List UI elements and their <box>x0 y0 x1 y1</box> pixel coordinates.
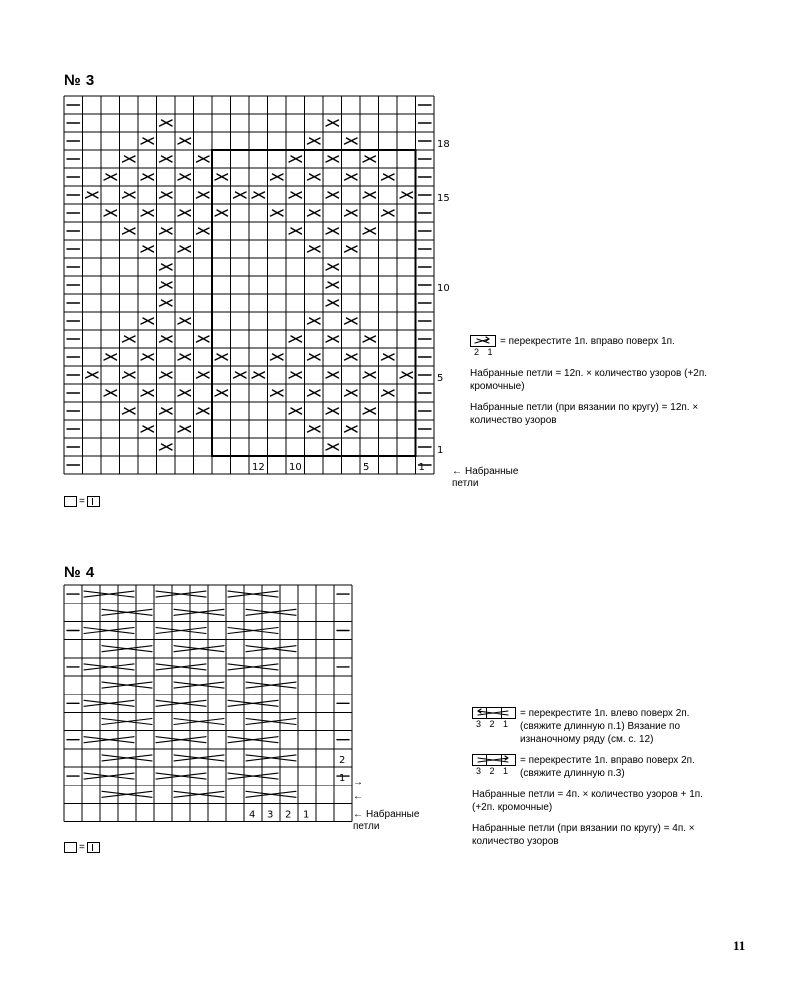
p3-row-number: 1 <box>437 445 444 456</box>
p4-cross-right-1-over-2-icon <box>174 719 224 725</box>
p3-cross-right-1-over-1-icon <box>123 408 136 414</box>
p3-cross-right-1-over-1-icon <box>141 390 154 396</box>
p3-cross-right-1-over-1-icon <box>308 354 321 360</box>
p3-cross-right-1-over-1-icon <box>308 318 321 324</box>
p3-cross-right-1-over-1-icon <box>197 372 210 378</box>
p4-cross-right-1-over-2-icon <box>174 646 224 652</box>
p3-cross-right-1-over-1-icon <box>160 228 173 234</box>
p3-cross-right-1-over-1-icon <box>326 300 339 306</box>
p3-row-number: 10 <box>437 283 450 294</box>
p3-cross-right-1-over-1-icon <box>289 372 302 378</box>
p3-cross-right-1-over-1-icon <box>326 336 339 342</box>
p3-cross-right-1-over-1-icon <box>215 174 228 180</box>
pattern-3-chart <box>64 96 454 492</box>
p4-cross-right-1-over-2-icon <box>102 609 152 615</box>
p4-cross-right-1-over-2-icon <box>102 682 152 688</box>
p3-cross-right-1-over-1-icon <box>197 192 210 198</box>
p3-cross-right-1-over-1-icon <box>104 354 117 360</box>
knit-stitch-icon <box>87 496 100 507</box>
p3-cross-right-1-over-1-icon <box>326 282 339 288</box>
p3-cross-right-1-over-1-icon <box>345 426 358 432</box>
p3-cross-right-1-over-1-icon <box>160 372 173 378</box>
p3-col-number: 10 <box>289 462 302 473</box>
p3-cross-right-1-over-1-icon <box>141 246 154 252</box>
p3-cross-right-1-over-1-icon <box>345 390 358 396</box>
p3-cross-right-1-over-1-icon <box>160 300 173 306</box>
p3-cross-right-1-over-1-icon <box>308 426 321 432</box>
p4-cross-left-1-over-2-icon <box>84 591 134 597</box>
p3-cross-right-1-over-1-icon <box>252 372 265 378</box>
p3-cross-right-1-over-1-icon <box>308 174 321 180</box>
p3-cross-right-1-over-1-icon <box>197 336 210 342</box>
p4-col-number: 1 <box>303 809 310 821</box>
p3-cross-right-1-over-1-icon <box>197 408 210 414</box>
p3-cross-right-1-over-1-icon <box>271 174 284 180</box>
p4-cross-right-1-over-2-icon <box>246 609 296 615</box>
p4-cross-left-1-over-2-icon <box>156 773 206 779</box>
pattern-4-symbol-2-text: = перекрестите 1п. вправо поверх 2п. (свяжите длинную п.3) <box>520 755 695 779</box>
p3-cross-right-1-over-1-icon <box>252 192 265 198</box>
p3-col-number: 5 <box>363 462 370 473</box>
p4-cross-right-1-over-2-icon <box>246 755 296 761</box>
p3-cross-right-1-over-1-icon <box>123 192 136 198</box>
pattern-4-symbol-2-nums: 3 2 1 <box>476 766 512 776</box>
pattern-3-symbol-row <box>470 335 720 359</box>
p3-cross-right-1-over-1-icon <box>345 318 358 324</box>
p3-cross-right-1-over-1-icon <box>141 426 154 432</box>
empty-cell-icon <box>64 842 77 853</box>
pattern-4-cast-on-label: ← Набранные петли <box>353 809 420 832</box>
pattern-4-symbol-2-row <box>472 754 727 780</box>
p4-cross-left-1-over-2-icon <box>84 773 134 779</box>
p3-cross-right-1-over-1-icon <box>363 408 376 414</box>
pattern-4-chart <box>64 585 364 835</box>
p3-cross-right-1-over-1-icon <box>289 228 302 234</box>
p4-cross-right-1-over-2-icon <box>174 755 224 761</box>
p4-cross-left-1-over-2-icon <box>156 628 206 634</box>
p3-cross-right-1-over-1-icon <box>197 156 210 162</box>
p3-cross-right-1-over-1-icon <box>160 282 173 288</box>
p4-cross-left-1-over-2-icon <box>156 664 206 670</box>
p3-cross-right-1-over-1-icon <box>215 390 228 396</box>
p4-cross-left-1-over-2-icon <box>228 700 278 706</box>
p3-cross-right-1-over-1-icon <box>382 354 395 360</box>
pattern-3-symbol-text: = перекрестите 1п. вправо поверх 1п. <box>500 336 675 347</box>
pattern-4-key: = <box>64 842 100 853</box>
pattern-3-legend <box>470 335 720 435</box>
p3-cross-right-1-over-1-icon <box>160 120 173 126</box>
p3-cross-right-1-over-1-icon <box>363 372 376 378</box>
p3-cross-right-1-over-1-icon <box>326 372 339 378</box>
p4-row-number: 2 <box>339 755 346 766</box>
row-1-arrow-icon: ← <box>353 791 363 802</box>
p3-cross-right-1-over-1-icon <box>197 228 210 234</box>
p4-cross-left-1-over-2-icon <box>228 737 278 743</box>
p3-cross-right-1-over-1-icon <box>345 138 358 144</box>
p3-cross-right-1-over-1-icon <box>215 354 228 360</box>
p3-cross-right-1-over-1-icon <box>271 390 284 396</box>
p4-cross-right-1-over-2-icon <box>102 719 152 725</box>
p4-cross-right-1-over-2-icon <box>174 609 224 615</box>
p3-cross-right-1-over-1-icon <box>123 372 136 378</box>
pattern-4-cast-on: Набранные петли = 4п. × количество узоров + 1п. (+2п. кромочные) <box>472 789 703 813</box>
p3-row-number: 5 <box>437 373 444 384</box>
p3-cross-right-1-over-1-icon <box>382 210 395 216</box>
p3-cross-right-1-over-1-icon <box>178 390 191 396</box>
p4-cross-left-1-over-2-icon <box>156 700 206 706</box>
p4-cross-left-1-over-2-icon <box>228 664 278 670</box>
p3-cross-right-1-over-1-icon <box>382 174 395 180</box>
p3-cross-right-1-over-1-icon <box>234 192 247 198</box>
p3-cross-right-1-over-1-icon <box>141 354 154 360</box>
p4-cross-right-1-over-2-icon <box>246 791 296 797</box>
p3-cross-right-1-over-1-icon <box>326 192 339 198</box>
p3-cross-right-1-over-1-icon <box>289 192 302 198</box>
p3-cross-right-1-over-1-icon <box>123 156 136 162</box>
p3-cross-right-1-over-1-icon <box>160 156 173 162</box>
p3-cross-right-1-over-1-icon <box>160 444 173 450</box>
p3-cross-right-1-over-1-icon <box>400 192 413 198</box>
p3-cross-right-1-over-1-icon <box>160 264 173 270</box>
p3-cross-right-1-over-1-icon <box>326 156 339 162</box>
p4-col-number: 3 <box>267 809 274 821</box>
p4-cross-left-1-over-2-icon <box>228 591 278 597</box>
p4-cross-right-1-over-2-icon <box>246 682 296 688</box>
p3-cross-right-1-over-1-icon <box>178 210 191 216</box>
p3-cross-right-1-over-1-icon <box>178 174 191 180</box>
pattern-4-symbol-1-nums: 3 2 1 <box>476 719 512 729</box>
p3-cross-right-1-over-1-icon <box>289 408 302 414</box>
p3-cross-right-1-over-1-icon <box>382 390 395 396</box>
pattern-4-symbol-1-row <box>472 707 727 746</box>
p3-cross-right-1-over-1-icon <box>160 192 173 198</box>
p3-cross-right-1-over-1-icon <box>345 246 358 252</box>
p3-cross-right-1-over-1-icon <box>160 408 173 414</box>
p4-col-number: 2 <box>285 809 292 821</box>
p3-row-number: 15 <box>437 193 450 204</box>
p4-cross-left-1-over-2-icon <box>84 737 134 743</box>
p4-cross-right-1-over-2-icon <box>246 719 296 725</box>
p4-cross-right-1-over-2-icon <box>102 791 152 797</box>
p3-cross-right-1-over-1-icon <box>271 354 284 360</box>
p4-col-number: 4 <box>249 809 256 821</box>
p3-cross-right-1-over-1-icon <box>345 174 358 180</box>
p3-cross-right-1-over-1-icon <box>123 228 136 234</box>
p3-cross-right-1-over-1-icon <box>345 210 358 216</box>
p3-cross-right-1-over-1-icon <box>178 426 191 432</box>
pattern-4-cast-on-round: Набранные петли (при вязании по кругу) = 4п. × количество узоров <box>472 823 695 847</box>
p3-cross-right-1-over-1-icon <box>234 372 247 378</box>
p3-cross-right-1-over-1-icon <box>141 138 154 144</box>
p3-cross-right-1-over-1-icon <box>289 336 302 342</box>
p3-cross-right-1-over-1-icon <box>363 156 376 162</box>
p4-cross-right-1-over-2-icon <box>246 646 296 652</box>
p4-cross-left-1-over-2-icon <box>228 628 278 634</box>
pattern-3-title: № 3 <box>64 72 95 89</box>
p4-cross-left-1-over-2-icon <box>84 700 134 706</box>
p3-cross-right-1-over-1-icon <box>363 192 376 198</box>
pattern-3-cast-on-round: Набранные петли (при вязании по кругу) = 12п. × количество узоров <box>470 402 699 426</box>
p4-cross-right-1-over-2-icon <box>174 791 224 797</box>
p3-cross-right-1-over-1-icon <box>308 246 321 252</box>
p3-col-number: 12 <box>252 462 265 473</box>
p3-cross-right-1-over-1-icon <box>326 120 339 126</box>
p3-cross-right-1-over-1-icon <box>326 444 339 450</box>
p4-cross-right-1-over-2-icon <box>102 646 152 652</box>
pattern-3-cast-on-label: ← Набранные петли <box>452 466 519 489</box>
p4-cross-left-1-over-2-icon <box>84 628 134 634</box>
p4-cross-left-1-over-2-icon <box>228 773 278 779</box>
p3-cross-right-1-over-1-icon <box>178 318 191 324</box>
pattern-3-symbol-nums: 2 1 <box>474 347 496 357</box>
arrow-left-icon: ← <box>452 466 462 477</box>
pattern-4-legend <box>472 707 727 856</box>
page-number: 11 <box>733 938 746 953</box>
knit-stitch-icon <box>87 842 100 853</box>
p3-cross-right-1-over-1-icon <box>308 390 321 396</box>
p3-cross-right-1-over-1-icon <box>271 210 284 216</box>
p3-cross-right-1-over-1-icon <box>363 336 376 342</box>
p3-cross-right-1-over-1-icon <box>215 210 228 216</box>
p3-cross-right-1-over-1-icon <box>123 336 136 342</box>
row-2-arrow-icon: → <box>353 777 363 788</box>
p4-cross-right-1-over-2-icon <box>102 755 152 761</box>
p3-cross-right-1-over-1-icon <box>104 210 117 216</box>
p4-cross-left-1-over-2-icon <box>84 664 134 670</box>
p3-cross-right-1-over-1-icon <box>141 318 154 324</box>
p3-col-number: 1 <box>418 462 425 473</box>
p3-cross-right-1-over-1-icon <box>86 192 99 198</box>
pattern-3-cast-on: Набранные петли = 12п. × количество узоров (+2п. кромочные) <box>470 368 708 392</box>
p4-cross-right-1-over-2-icon <box>174 682 224 688</box>
p3-cross-right-1-over-1-icon <box>308 138 321 144</box>
p3-cross-right-1-over-1-icon <box>86 372 99 378</box>
p3-cross-right-1-over-1-icon <box>326 408 339 414</box>
p3-cross-right-1-over-1-icon <box>363 228 376 234</box>
pattern-3-key: = <box>64 496 100 507</box>
p3-cross-right-1-over-1-icon <box>160 336 173 342</box>
p4-cross-left-1-over-2-icon <box>156 737 206 743</box>
p3-cross-right-1-over-1-icon <box>178 138 191 144</box>
p3-cross-right-1-over-1-icon <box>400 372 413 378</box>
p3-cross-right-1-over-1-icon <box>178 246 191 252</box>
pattern-4-symbol-1-text: = перекрестите 1п. влево поверх 2п. (свяжите длинную п.1) Вязание по изнаночному ряду (см. с. 12) <box>520 708 690 745</box>
p3-cross-right-1-over-1-icon <box>308 210 321 216</box>
p3-cross-right-1-over-1-icon <box>141 210 154 216</box>
p3-cross-right-1-over-1-icon <box>178 354 191 360</box>
p3-cross-right-1-over-1-icon <box>326 228 339 234</box>
arrow-left-icon: ← <box>353 809 363 820</box>
pattern-4-title: № 4 <box>64 564 95 581</box>
p3-cross-right-1-over-1-icon <box>141 174 154 180</box>
p3-row-number: 18 <box>437 139 450 150</box>
p3-cross-right-1-over-1-icon <box>104 390 117 396</box>
p3-cross-right-1-over-1-icon <box>289 156 302 162</box>
p4-row-number: 1 <box>339 773 346 785</box>
p3-cross-right-1-over-1-icon <box>345 354 358 360</box>
p4-cross-left-1-over-2-icon <box>156 591 206 597</box>
p3-cross-right-1-over-1-icon <box>326 264 339 270</box>
empty-cell-icon <box>64 496 77 507</box>
p3-cross-right-1-over-1-icon <box>104 174 117 180</box>
